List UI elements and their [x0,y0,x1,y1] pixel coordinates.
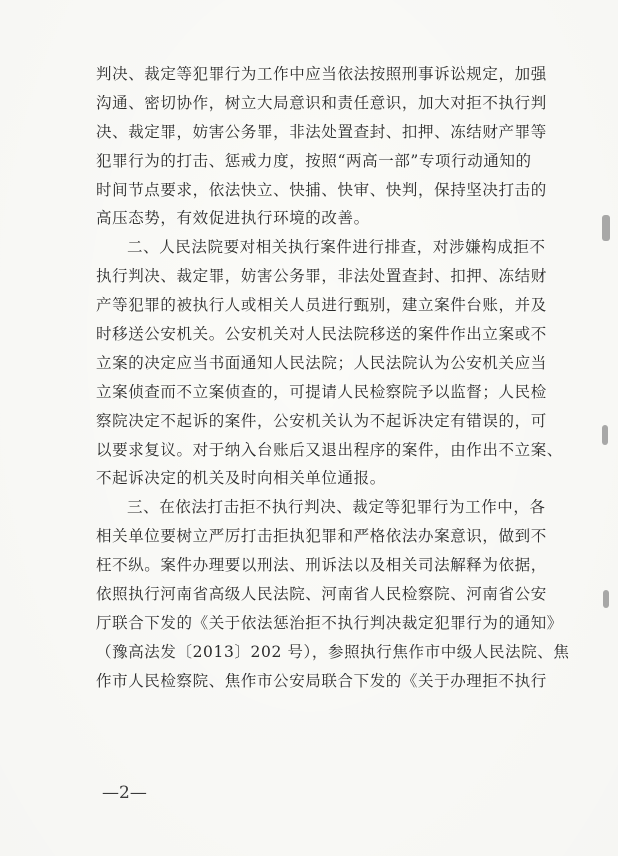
text-line: 沟通、密切协作，树立大局意识和责任意识，加大对拒不执行判 [96,93,547,112]
paragraph-continued [96,60,576,233]
text-line: 立案的决定应当书面通知人民法院；人民法院认为公安机关应当 [96,353,547,372]
text-line: 判决、裁定等犯罪行为工作中应当依法按照刑事诉讼规定，加强 [96,65,547,83]
text-line: 执行判决、裁定罪，妨害公务罪，非法处置查封、扣押、冻结财 [96,267,547,286]
text-line: 以要求复议。对于纳入台账后又退出程序的案件，由作出不立案、 [96,440,563,459]
text-line: （豫高法发〔2013〕202 号），参照执行焦作市中级人民法院、焦 [96,642,570,661]
scan-edge-mark [602,425,608,445]
scan-edge-mark [602,215,610,241]
text-line: 作市人民检察院、焦作市公安局联合下发的《关于办理拒不执行 [96,671,547,690]
text-line: 相关单位要树立严厉打击拒执犯罪和严格依法办案意识，做到不 [96,527,547,546]
page-number: —2— [102,783,147,803]
text-line: 厅联合下发的《关于依法惩治拒不执行判决裁定犯罪行为的通知》 [96,613,563,632]
text-line: 犯罪行为的打击、惩戒力度，按照“两高一部”专项行动通知的 [96,151,532,170]
text-line: 高压态势，有效促进执行环境的改善。 [96,209,370,228]
scan-edge-mark [603,590,609,608]
text-line: 二、人民法院要对相关执行案件进行排查，对涉嫌构成拒不 [127,238,546,257]
text-line: 时移送公安机关。公安机关对人民法院移送的案件作出立案或不 [96,325,547,344]
text-line: 依照执行河南省高级人民法院、河南省人民检察院、河南省公安 [96,585,547,604]
text-line: 立案侦查而不立案侦查的，可提请人民检察院予以监督；人民检 [96,382,547,401]
text-line: 时间节点要求，依法快立、快捕、快审、快判，保持坚决打击的 [96,180,547,199]
text-line: 枉不纵。案件办理要以刑法、刑诉法以及相关司法解释为依据， [96,556,547,575]
body-text [96,60,576,696]
text-line: 决、裁定罪，妨害公务罪，非法处置查封、扣押、冻结财产罪等 [96,122,547,141]
text-line: 不起诉决定的机关及时向相关单位通报。 [96,469,386,488]
paragraph-two [96,233,576,493]
text-line: 察院决定不起诉的案件，公安机关认为不起诉决定有错误的，可 [96,411,547,430]
text-line: 产等犯罪的被执行人或相关人员进行甄别，建立案件台账，并及 [96,296,547,315]
paragraph-three [96,493,576,695]
text-line: 三、在依法打击拒不执行判决、裁定等犯罪行为工作中，各 [127,498,546,517]
